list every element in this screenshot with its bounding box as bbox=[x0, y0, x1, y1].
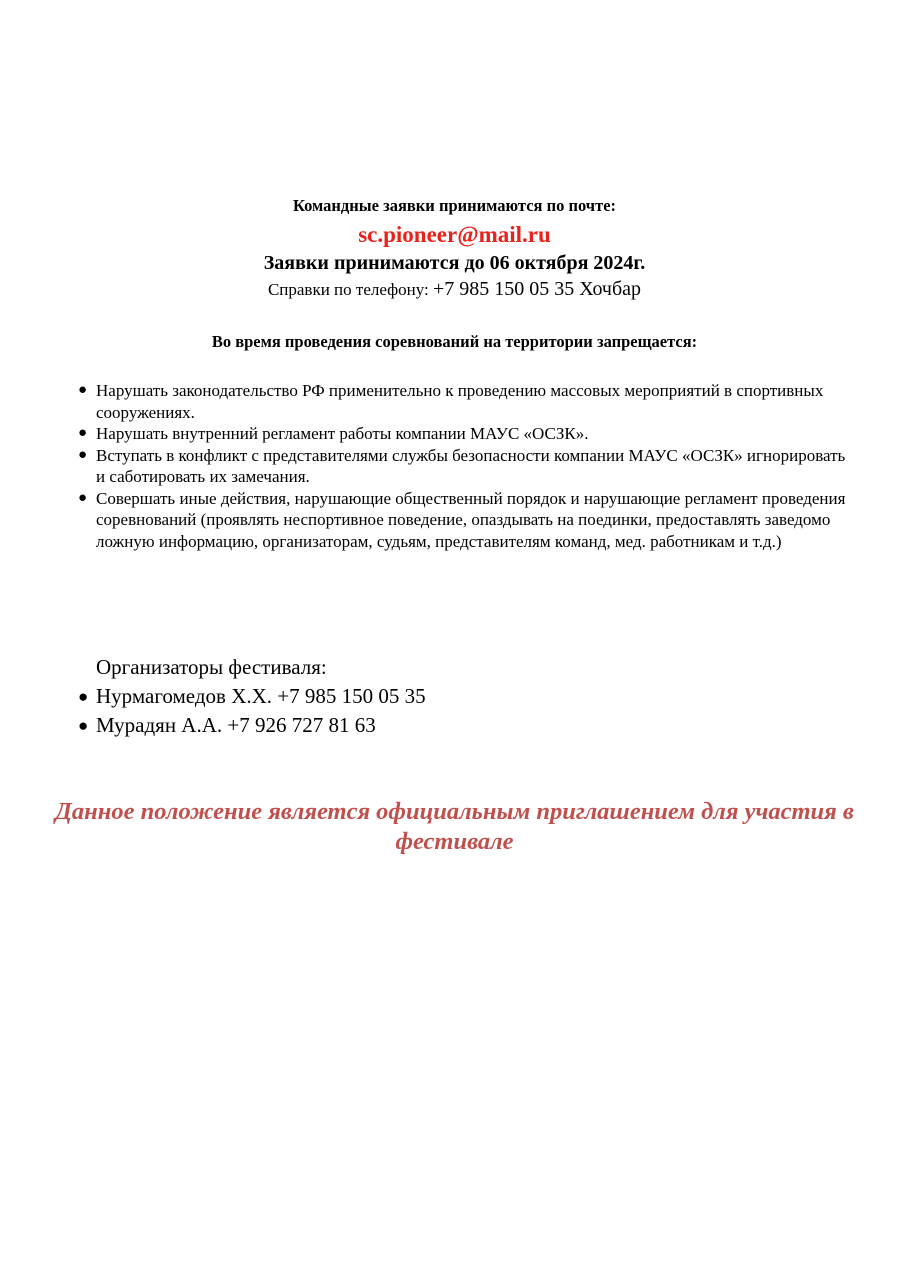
bullet-icon: ● bbox=[78, 425, 88, 441]
organizer-entry: Мурадян А.А. +7 926 727 81 63 bbox=[96, 713, 376, 737]
list-item bbox=[78, 488, 858, 553]
official-invitation-note: Данное положение является официальным приглашением для участия в фестивале bbox=[55, 798, 854, 855]
prohibited-title: Во время проведения соревнований на территории запрещается: bbox=[211, 332, 698, 351]
organizers-list bbox=[78, 682, 778, 740]
bullet-icon: ● bbox=[78, 489, 88, 506]
list-item bbox=[78, 711, 778, 740]
bullet-icon: ● bbox=[78, 687, 89, 706]
applications-title: Командные заявки принимаются по почте: bbox=[292, 196, 617, 215]
phone-info bbox=[0, 277, 909, 302]
organizers-title: Организаторы фестиваля: bbox=[96, 655, 327, 679]
list-item-text: Совершать иные действия, нарушающие общественный порядок и нарушающие регламент проведения соревнований (проявлять неспортивное поведение, опаздывать на поединки, предоставлять заведомо ложную информацию, организаторам, судьям, представителям команд, мед. работникам и т.д.) bbox=[96, 488, 846, 551]
bullet-icon: ● bbox=[78, 446, 88, 463]
list-item bbox=[78, 380, 858, 423]
phone-number: +7 985 150 05 35 Хочбар bbox=[432, 278, 642, 300]
bullet-icon: ● bbox=[78, 382, 88, 398]
list-item bbox=[78, 445, 858, 488]
organizer-entry: Нурмагомедов Х.Х. +7 985 150 05 35 bbox=[96, 684, 426, 708]
list-item-text: Нарушать законодательство РФ применительно к проведению массовых мероприятий в спортивных сооружениях. bbox=[96, 381, 824, 422]
list-item-text: Вступать в конфликт с представителями службы безопасности компании МАУС «ОСЗК» игнорировать и саботировать их замечания. bbox=[96, 445, 846, 486]
list-item bbox=[78, 682, 778, 711]
applications-email-link[interactable]: sc.pioneer@mail.ru bbox=[358, 222, 551, 247]
list-item bbox=[78, 423, 858, 445]
bullet-icon: ● bbox=[78, 716, 89, 735]
list-item-text: Нарушать внутренний регламент работы компании МАУС «ОСЗК». bbox=[96, 424, 589, 443]
applications-deadline: Заявки принимаются до 06 октября 2024г. bbox=[263, 252, 646, 274]
phone-prefix: Справки по телефону: bbox=[267, 280, 433, 299]
prohibited-list bbox=[78, 380, 858, 552]
